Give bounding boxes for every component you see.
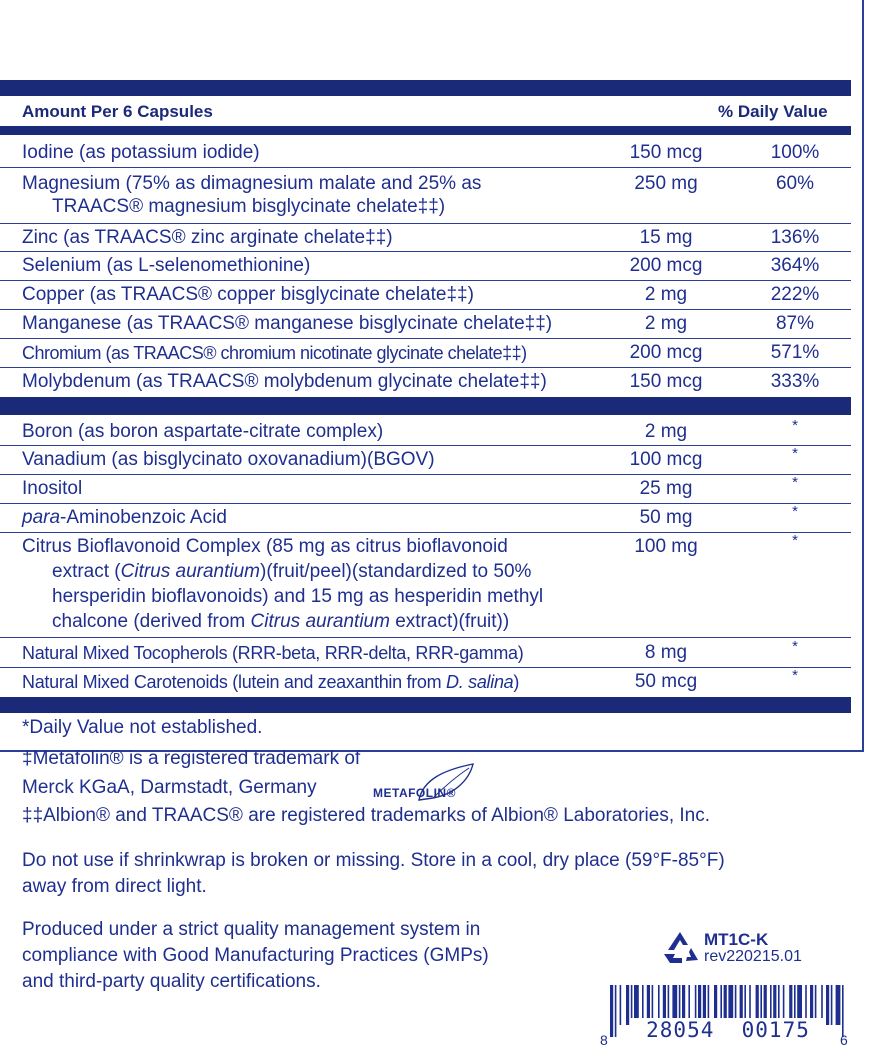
nutrient-dv: 364% [770, 255, 820, 276]
row-divider [0, 532, 851, 533]
storage-note-cont: away from direct light. [22, 876, 207, 897]
barcode-bar [831, 985, 833, 1025]
row-divider [0, 445, 851, 446]
nutrient-amount: 15 mg [639, 227, 693, 248]
metafolin-footnote-cont: Merck KGaA, Darmstadt, Germany [22, 777, 317, 798]
nutrient-dv: 87% [775, 313, 815, 334]
storage-note: Do not use if shrinkwrap is broken or missing. Store in a cool, dry place (59°F-85°F) [22, 850, 725, 871]
ingredient-amount: 8 mg [644, 642, 688, 663]
ingredient-amount: 2 mg [644, 421, 688, 442]
nutrient-name: Molybdenum (as TRAACS® molybdenum glycinate chelate‡‡) [22, 371, 547, 392]
barcode-digits: 28054 00175 [630, 1018, 826, 1042]
barcode-bar [826, 985, 829, 1025]
quality-note-cont: compliance with Good Manufacturing Practices (GMPs) [22, 945, 489, 966]
row-divider [0, 667, 851, 668]
daily-value-header: % Daily Value [718, 102, 828, 121]
nutrient-name-cont: TRAACS® magnesium bisglycinate chelate‡‡) [52, 196, 446, 217]
row-divider [0, 503, 851, 504]
ingredient-name: Natural Mixed Carotenoids (lutein and zeaxanthin from D. salina) [22, 672, 520, 692]
ingredient-name: Natural Mixed Tocopherols (RRR-beta, RRR-delta, RRR-gamma) [22, 643, 524, 663]
row-divider [0, 474, 851, 475]
nutrient-amount: 150 mcg [629, 142, 703, 163]
albion-footnote: ‡‡Albion® and TRAACS® are registered trademarks of Albion® Laboratories, Inc. [22, 805, 710, 826]
revision-code: rev220215.01 [704, 948, 802, 965]
barcode-bar [842, 985, 844, 1037]
nutrient-name: Chromium (as TRAACS® chromium nicotinate glycinate chelate‡‡) [22, 343, 527, 363]
ingredient-name: Citrus Bioflavonoid Complex (85 mg as citrus bioflavonoid [22, 536, 508, 557]
row-divider [0, 280, 851, 281]
barcode-bar [620, 985, 622, 1025]
bottom-band [0, 697, 851, 713]
ingredient-amount: 50 mg [639, 507, 693, 528]
upc-barcode [600, 985, 852, 1051]
barcode-bar [610, 985, 613, 1037]
nutrient-name: Zinc (as TRAACS® zinc arginate chelate‡‡) [22, 227, 393, 248]
recycle-icon [660, 930, 700, 966]
header-rule [0, 126, 851, 135]
barcode-bar [615, 985, 617, 1037]
nutrient-amount: 2 mg [644, 313, 688, 334]
row-divider [0, 167, 851, 168]
ingredient-name-cont: extract (Citrus aurantium)(fruit/peel)(standardized to 50% [52, 561, 532, 582]
section-band [0, 397, 851, 415]
nutrient-amount: 250 mg [634, 173, 698, 194]
barcode-left-digit: 8 [600, 1032, 608, 1048]
ingredient-dv: * [792, 503, 798, 520]
row-divider [0, 309, 851, 310]
ingredient-name: para-Aminobenzoic Acid [22, 507, 227, 528]
header-band [0, 80, 851, 96]
nutrient-name: Iodine (as potassium iodide) [22, 142, 260, 163]
ingredient-name-cont: chalcone (derived from Citrus aurantium extract)(fruit)) [52, 611, 510, 632]
ingredient-name-cont: hersperidin bioflavonoids) and 15 mg as hesperidin methyl [52, 586, 544, 607]
row-divider [0, 367, 851, 368]
nutrient-dv: 136% [770, 227, 820, 248]
dv-footnote: *Daily Value not established. [22, 717, 263, 738]
ingredient-dv: * [792, 445, 798, 462]
nutrient-amount: 2 mg [644, 284, 688, 305]
ingredient-name: Inositol [22, 478, 83, 499]
barcode-bar [836, 985, 841, 1025]
row-divider [0, 637, 851, 638]
product-code: MT1C-K [704, 930, 769, 949]
ingredient-name: Vanadium (as bisglycinato oxovanadium)(BGOV) [22, 449, 435, 470]
nutrient-dv: 571% [770, 342, 820, 363]
logo-text: METAFOLIN® [373, 786, 456, 800]
barcode-bar [626, 985, 629, 1025]
ingredient-dv: * [792, 417, 798, 434]
ingredient-amount: 100 mg [634, 536, 698, 557]
nutrient-dv: 333% [770, 371, 820, 392]
nutrient-name: Manganese (as TRAACS® manganese bisglycinate chelate‡‡) [22, 313, 553, 334]
nutrient-dv: 222% [770, 284, 820, 305]
quality-note: Produced under a strict quality management system in [22, 919, 481, 940]
nutrient-dv: 60% [775, 173, 815, 194]
nutrient-amount: 150 mcg [629, 371, 703, 392]
nutrient-name: Selenium (as L-selenomethionine) [22, 255, 311, 276]
row-divider [0, 223, 851, 224]
amount-per-serving-header: Amount Per 6 Capsules [22, 102, 213, 121]
ingredient-dv: * [792, 474, 798, 491]
ingredient-dv: * [792, 532, 798, 549]
ingredient-amount: 25 mg [639, 478, 693, 499]
nutrient-amount: 200 mcg [629, 255, 703, 276]
barcode-right-digit: 6 [840, 1032, 848, 1048]
metafolin-footnote: ‡Metafolin® is a registered trademark of [22, 748, 361, 769]
product-code-badge [660, 928, 840, 988]
ingredient-amount: 100 mcg [629, 449, 703, 470]
nutrient-amount: 200 mcg [629, 342, 703, 363]
row-divider [0, 251, 851, 252]
nutrient-dv: 100% [770, 142, 820, 163]
nutrient-name: Copper (as TRAACS® copper bisglycinate chelate‡‡) [22, 284, 474, 305]
nutrient-name: Magnesium (75% as dimagnesium malate and 25% as [22, 173, 482, 194]
row-divider [0, 338, 851, 339]
ingredient-amount: 50 mcg [634, 671, 698, 692]
ingredient-name: Boron (as boron aspartate-citrate complex) [22, 421, 384, 442]
ingredient-dv: * [792, 638, 798, 655]
ingredient-dv: * [792, 667, 798, 684]
metafolin-logo [373, 760, 483, 806]
quality-note-cont: and third-party quality certifications. [22, 971, 321, 992]
